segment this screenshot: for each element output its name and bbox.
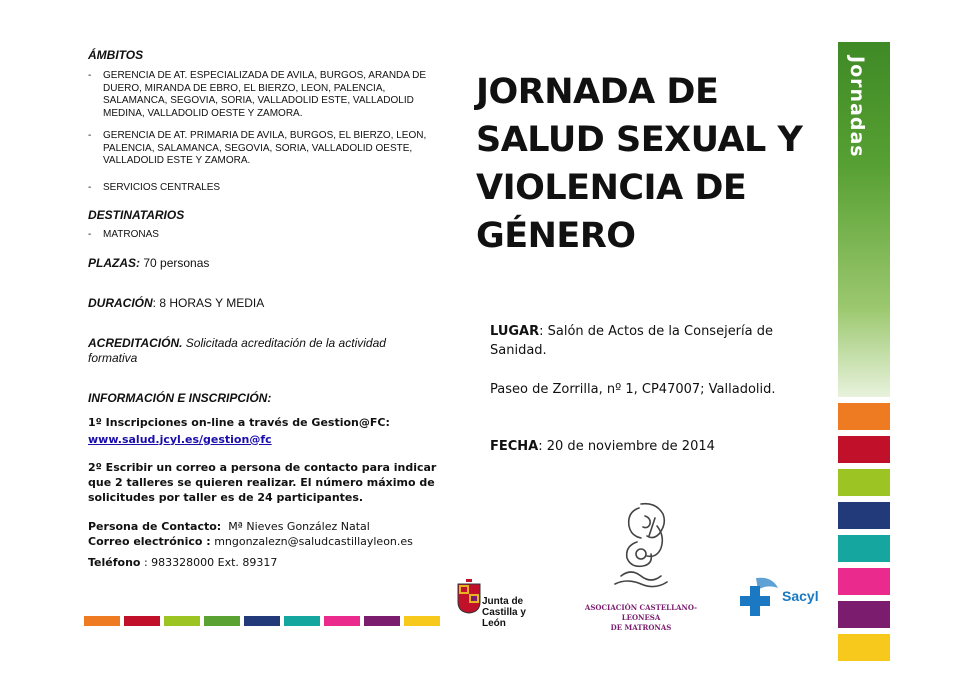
lugar-address: Paseo de Zorrilla, nº 1, CP47007; Valladolid. bbox=[490, 382, 776, 397]
strip-lime bbox=[164, 616, 200, 626]
plazas-value: 70 personas bbox=[143, 255, 210, 270]
strip-pink bbox=[324, 616, 360, 626]
telefono-value: : 983328000 Ext. 89317 bbox=[143, 555, 278, 569]
color-block-orange bbox=[838, 403, 890, 430]
strip-red bbox=[124, 616, 160, 626]
acreditacion-line bbox=[88, 336, 438, 366]
sidebar-label: Jornadas bbox=[846, 56, 868, 158]
color-block-navy bbox=[838, 502, 890, 529]
persona-value: Mª Nieves González Natal bbox=[228, 519, 370, 533]
list-item: - GERENCIA DE AT. PRIMARIA DE AVILA, BURGOS, EL BIERZO, LEON, PALENCIA, SALAMANCA, SEGOVIA, SORIA, VALLADOLID OESTE, VALLADOLID ESTE Y ZAMORA. bbox=[88, 130, 427, 166]
inscripcion-step2: 2º Escribir un correo a persona de contacto para indicar que 2 talleres se quieren realizar. El número máximo de solicitudes por taller es de 24 participantes. bbox=[88, 460, 437, 504]
lugar-label: LUGAR bbox=[490, 324, 540, 339]
sacyl-logo bbox=[736, 576, 832, 616]
duracion-label: DURACIÓN bbox=[88, 295, 153, 310]
coat-of-arms-icon bbox=[456, 578, 482, 614]
plazas-line bbox=[88, 256, 438, 270]
strip-navy bbox=[244, 616, 280, 626]
matronas-emblem-icon bbox=[601, 496, 681, 596]
duracion-value: : 8 HORAS Y MEDIA bbox=[152, 295, 265, 310]
strip-yellow bbox=[404, 616, 440, 626]
acreditacion-value: Solicitada acreditación de la actividad formativa bbox=[88, 335, 386, 365]
jornadas-sidebar bbox=[838, 42, 890, 667]
bottom-color-strip bbox=[84, 616, 440, 626]
asociacion-line1: ASOCIACIÓN CASTELLANO- LEONESA bbox=[584, 603, 698, 622]
color-block-pink bbox=[838, 568, 890, 595]
ambitos-list bbox=[88, 70, 438, 194]
sacyl-cross-icon bbox=[736, 576, 780, 616]
color-block-purple bbox=[838, 601, 890, 628]
color-block-red bbox=[838, 436, 890, 463]
sidebar-green-band bbox=[838, 42, 890, 397]
persona-contacto bbox=[88, 519, 438, 534]
color-block-teal bbox=[838, 535, 890, 562]
list-item: - SERVICIOS CENTRALES bbox=[88, 181, 221, 193]
informacion-heading: INFORMACIÓN E INSCRIPCIÓN: bbox=[88, 390, 272, 405]
fecha-value: : 20 de noviembre de 2014 bbox=[538, 439, 715, 454]
junta-line2: Castilla y León bbox=[482, 607, 526, 629]
junta-line1: Junta de bbox=[482, 596, 524, 607]
telefono-contacto bbox=[88, 555, 438, 570]
fecha-block bbox=[490, 437, 810, 456]
acreditacion-label: ACREDITACIÓN. bbox=[88, 335, 183, 350]
fecha-label: FECHA bbox=[490, 439, 539, 454]
sacyl-wordmark: Sacyl bbox=[782, 588, 819, 604]
asociacion-logo bbox=[566, 496, 716, 632]
persona-label: Persona de Contacto: bbox=[88, 519, 222, 533]
strip-green bbox=[204, 616, 240, 626]
strip-teal bbox=[284, 616, 320, 626]
correo-contacto bbox=[88, 534, 438, 549]
lugar-value: : Salón de Actos de la Consejería de Sanidad. bbox=[490, 324, 773, 358]
inscripcion-step1: 1º Inscripciones on-line a través de Gestion@FC: bbox=[88, 415, 390, 429]
asociacion-line2: DE MATRONAS bbox=[610, 623, 672, 632]
list-item: - MATRONAS bbox=[88, 229, 159, 240]
lugar-block bbox=[490, 322, 810, 360]
gestion-link[interactable]: www.salud.jcyl.es/gestion@fc bbox=[88, 432, 272, 446]
destinatarios-heading: DESTINATARIOS bbox=[88, 208, 185, 222]
left-column bbox=[88, 48, 438, 570]
list-item: - GERENCIA DE AT. ESPECIALIZADA DE AVILA, BURGOS, ARANDA DE DUERO, MIRANDA DE EBRO, EL BIERZO, LEON, PALENCIA, SALAMANCA, SEGOVIA, SORIA, VALLADOLID ESTE, VALLADOLID MEDINA, VALLADOLID OESTE Y ZAMORA. bbox=[88, 70, 427, 119]
correo-label: Correo electrónico : bbox=[88, 534, 211, 548]
duracion-line bbox=[88, 296, 438, 310]
color-block-lime bbox=[838, 469, 890, 496]
strip-orange bbox=[84, 616, 120, 626]
color-block-yellow bbox=[838, 634, 890, 661]
telefono-label: Teléfono bbox=[88, 555, 141, 569]
page-title: JORNADA DE SALUD SEXUAL Y VIOLENCIA DE GÉNERO bbox=[476, 72, 803, 256]
correo-value: mngonzalezn@saludcastillayleon.es bbox=[214, 534, 413, 548]
ambitos-heading: ÁMBITOS bbox=[88, 48, 144, 62]
junta-logo bbox=[456, 578, 536, 629]
plazas-label: PLAZAS: bbox=[88, 255, 140, 270]
strip-purple bbox=[364, 616, 400, 626]
